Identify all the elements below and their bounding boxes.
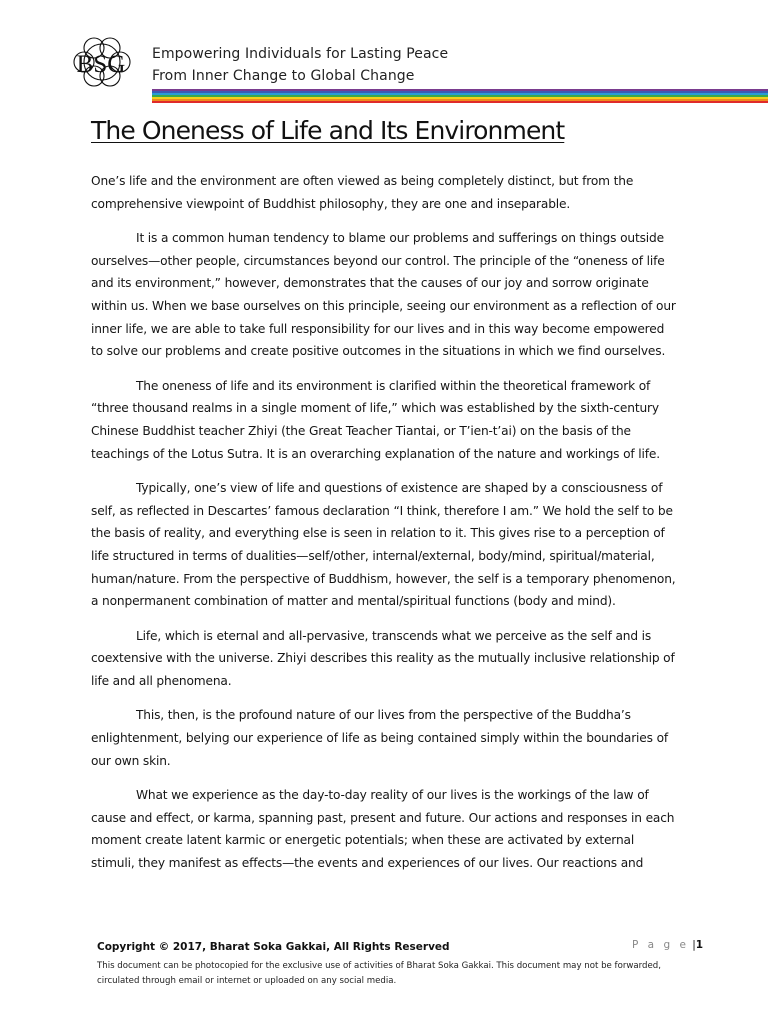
paragraph: The oneness of life and its environment is clarified within the theoretical framework of “three thousand realms in a single moment of life,” which was established by the sixth-century Chinese Buddhist teacher Zhiyi (the Great Teacher Tiantai, or T’ien-t’ai) on the basis of the teachings of the Lotus Sutra. It is an overarching explanation of the nature and workings of life. (91, 378, 660, 461)
rainbow-divider (152, 89, 768, 101)
usage-notice: This document can be photocopied for the exclusive use of activities of Bharat Soka Gakkai. This document may not be forwarded, circulated through email or internet or uploaded on any social media. (97, 961, 661, 986)
page-separator: | (692, 939, 696, 951)
paragraph: What we experience as the day-to-day reality of our lives is the workings of the law of cause and effect, or karma, spanning past, present and future. Our actions and responses in each moment create latent karmic or energetic potentials; when these are activated by external stimuli, they manifest as effects—the events and experiences of our lives. Our reactions and (91, 788, 675, 871)
bsg-logo (60, 36, 142, 92)
paragraph: Typically, one’s view of life and questions of existence are shaped by a consciousness of self, as reflected in Descartes’ famous declaration “I think, therefore I am.” We hold the self to be the basis of reality, and everything else is seen in relation to it. This gives rise to a perception of life structured in terms of dualities—self/other, internal/external, body/mind, spiritual/material, human/nature. From the perspective of Buddhism, however, the self is a temporary phenomenon, a nonpermanent combination of matter and mental/spiritual functions (body and mind). (91, 481, 676, 609)
paragraph: One’s life and the environment are often viewed as being completely distinct, but from the comprehensive viewpoint of Buddhist philosophy, they are one and inseparable. (91, 174, 634, 211)
copyright-notice: Copyright © 2017, Bharat Soka Gakkai, All Rights Reserved (97, 941, 450, 953)
page-footer (0, 936, 768, 996)
document-title: The Oneness of Life and Its Environment (91, 116, 565, 145)
tagline-line-2: From Inner Change to Global Change (152, 68, 415, 84)
page-label: P a g e (632, 939, 689, 951)
paragraph: It is a common human tendency to blame our problems and sufferings on things outside ourselves—other people, circumstances beyond our control. The principle of the “oneness of life and its environment,” however, demonstrates that the causes of our joy and sorrow originate within us. When we base ourselves on this principle, seeing our environment as a reflection of our inner life, we are able to take full responsibility for our lives and in this way become empowered to solve our problems and create positive outcomes in the situations in which we find ourselves. (91, 231, 676, 359)
logo-text: BSG (76, 51, 126, 78)
document-body (91, 170, 679, 887)
paragraph: Life, which is eternal and all-pervasive, transcends what we perceive as the self and is coextensive with the universe. Zhiyi describes this reality as the mutually inclusive relationship of life and all phenomena. (91, 628, 675, 688)
tagline-line-1: Empowering Individuals for Lasting Peace (152, 46, 449, 62)
page-header (0, 0, 768, 112)
page-number-value: 1 (695, 939, 704, 951)
divider-stripe (152, 101, 768, 103)
page-number (632, 939, 703, 951)
paragraph: This, then, is the profound nature of our lives from the perspective of the Buddha’s enlightenment, belying our experience of life as being contained simply within the boundaries of our own skin. (91, 708, 669, 768)
